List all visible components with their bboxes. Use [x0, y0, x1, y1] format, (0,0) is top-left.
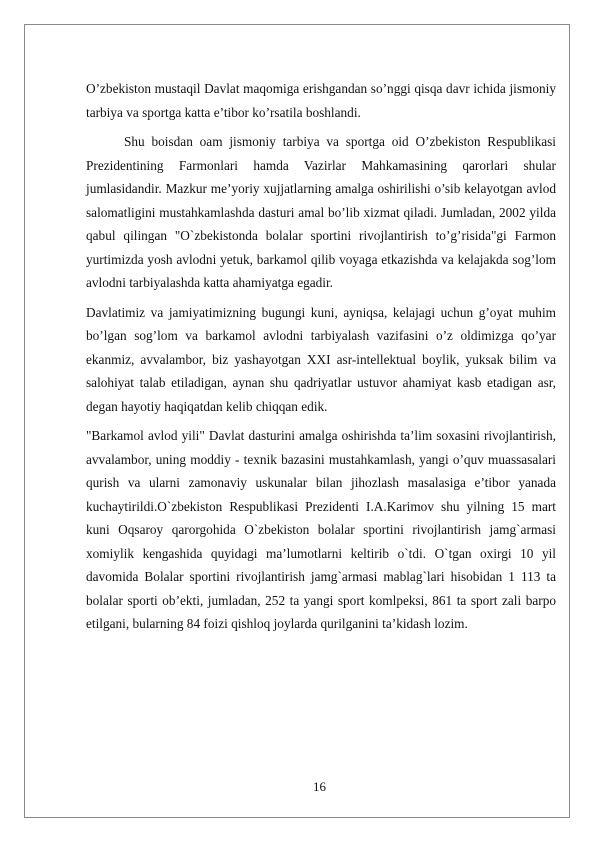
- paragraph-2: Shu boisdan oam jismoniy tarbiya va sportga oid O’zbekiston Respublikasi Prezidentining Farmonlari hamda Vazirlar Mahkamasining qarorlari shular jumlasidandir. Mazkur me’yoriy xujjatlarning amalga oshirilishi o’sib kelayotgan avlod salomatligini mustahkamlashda dasturi amal bo’lib xizmat qiladi. Jumladan, 2002 yilda qabul qilingan "O`zbekistonda bolalar sportini rivojlantirish to’g’risida"gi Farmon yurtimizda yosh avlodni yetuk, barkamol qilib voyaga etkazishda va kelajakda sog’lom avlodni tarbiyalashda katta ahamiyatga egadir.: [86, 134, 556, 290]
- page-number: 16: [313, 779, 326, 794]
- document-body: [86, 77, 556, 642]
- paragraph-3: Davlatimiz va jamiyatimizning bugungi kuni, ayniqsa, kelajagi uchun g’oyat muhim bo’lgan sog’lom va barkamol avlodni tarbiyalash vazifasini o’z oldimizga qo’yar ekanmiz, avvalambor, biz yashayotgan XXI asr-intellektual boylik, yuksak bilim va salohiyat talab etiladigan, aynan shu qadriyatlar ustuvor ahamiyat kasb etadigan asr, degan hayotiy haqiqatdan kelib chiqqan edik.: [86, 304, 556, 414]
- paragraph-4: "Barkamol avlod yili" Davlat dasturini amalga oshirishda ta’lim soxasini rivojlantirish, avvalambor, uning moddiy - texnik bazasini mustahkamlash, yangi o’quv muassasalari qurish va ularni zamonaviy uskunalar bilan jihozlash masalasiga e’tibor yanada kuchaytirildi.O`zbekiston Respublikasi Prezidenti I.A.Karimov shu yilning 15 mart kuni Oqsaroy qarorgohida O`zbekiston bolalar sportini rivojlantirish jamg`armasi xomiylik kengashida quyidagi ma’lumotlarni keltirib o`tdi. O`tgan oxirgi 10 yil davomida Bolalar sportini rivojlantirish jamg`armasi mablag`lari hisobidan 1 113 ta bolalar sporti ob’ekti, jumladan, 252 ta yangi sport komlpeksi, 861 ta sport zali barpo etilgani, bularning 84 foizi qishloq joylarda qurilganini ta’kidash lozim.: [86, 428, 556, 631]
- paragraph-1: O’zbekiston mustaqil Davlat maqomiga erishgandan so’nggi qisqa davr ichida jismoniy tarbiya va sportga katta e’tibor ko’rsatila boshlandi.: [86, 81, 556, 120]
